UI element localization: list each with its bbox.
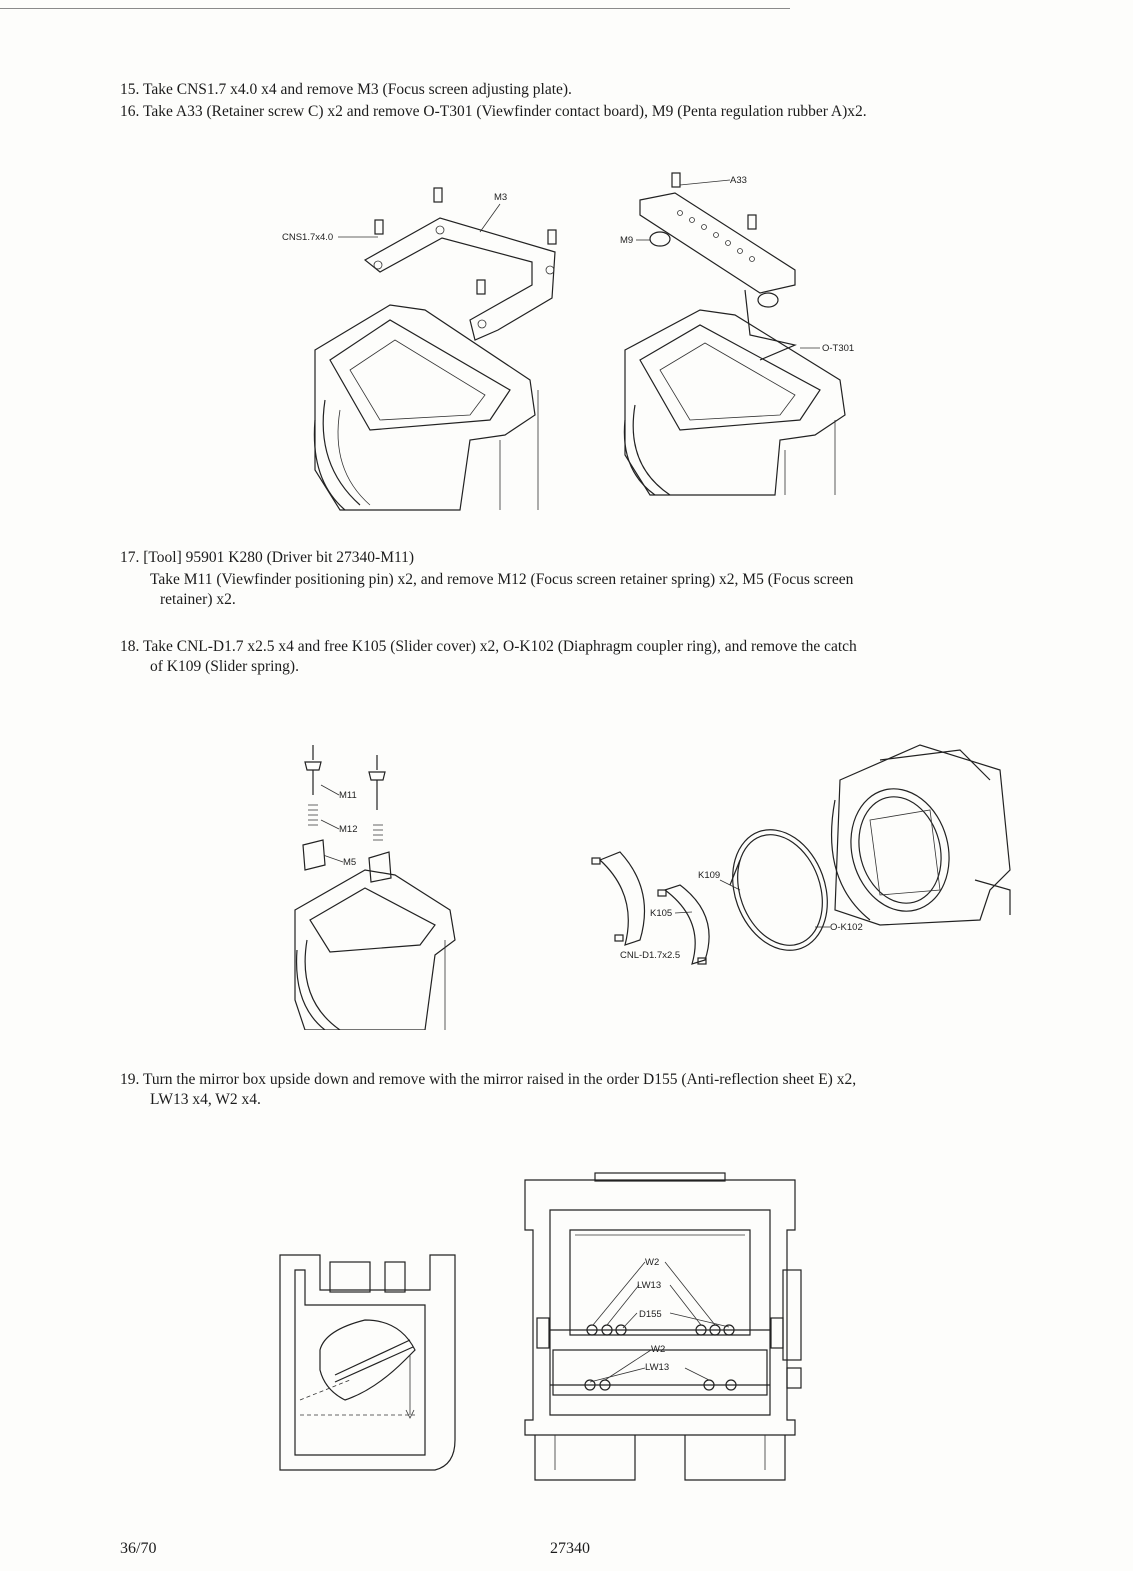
- step-19: [120, 1070, 1080, 1110]
- figure-viewfinder-contact-board: [610, 165, 880, 505]
- label-w2-bottom: W2: [651, 1344, 666, 1355]
- step-17-line2: Take M11 (Viewfinder positioning pin) x2, and remove M12 (Focus screen retainer spring) x2, M5 (Focus screen: [150, 571, 854, 588]
- document-number: 27340: [550, 1540, 590, 1557]
- label-k109: K109: [698, 870, 721, 881]
- figure-mirror-side: [275, 1250, 465, 1475]
- step-19-line1: 19. Turn the mirror box upside down and remove with the mirror raised in the order D155 (Anti-reflection sheet E) x2,: [120, 1071, 857, 1088]
- label-d155: D155: [639, 1309, 662, 1320]
- label-ok102: O-K102: [830, 922, 863, 933]
- label-a33: A33: [730, 175, 747, 186]
- step-18-line2: of K109 (Slider spring).: [150, 658, 299, 675]
- figure-mirror-front: [515, 1170, 815, 1490]
- page-number: 36/70: [120, 1540, 157, 1557]
- label-m3: M3: [494, 192, 508, 203]
- figure-diaphragm-coupler: [580, 740, 1020, 990]
- step-18-line1: 18. Take CNL-D1.7 x2.5 x4 and free K105 (Slider cover) x2, O-K102 (Diaphragm coupler ring), and remove the catch: [120, 638, 857, 655]
- step-16: 16. Take A33 (Retainer screw C) x2 and remove O-T301 (Viewfinder contact board), M9 (Penta regulation rubber A)x2.: [120, 103, 867, 120]
- label-k105: K105: [650, 908, 673, 919]
- label-m5: M5: [343, 857, 357, 868]
- label-cnl: CNL-D1.7x2.5: [620, 950, 681, 961]
- step-17-line3: retainer) x2.: [160, 591, 236, 608]
- label-ot301: O-T301: [822, 343, 855, 354]
- step-17-line1: 17. [Tool] 95901 K280 (Driver bit 27340-M11): [120, 549, 415, 566]
- figure-focus-screen-plate: [270, 180, 600, 520]
- label-m11: M11: [339, 790, 357, 801]
- step-19-line2: LW13 x4, W2 x4.: [150, 1091, 261, 1108]
- step-17-body: [120, 570, 1080, 610]
- figure-positioning-pins: [285, 740, 485, 1030]
- label-lw13-top: LW13: [637, 1280, 662, 1291]
- label-cns: CNS1.7x4.0: [282, 232, 334, 243]
- label-lw13-bottom: LW13: [645, 1362, 670, 1373]
- label-w2-top: W2: [645, 1257, 660, 1268]
- label-m9: M9: [620, 235, 634, 246]
- step-18: [120, 637, 1080, 677]
- label-m12: M12: [339, 824, 358, 835]
- header-rule: [0, 8, 790, 9]
- step-15: 15. Take CNS1.7 x4.0 x4 and remove M3 (Focus screen adjusting plate).: [120, 81, 572, 98]
